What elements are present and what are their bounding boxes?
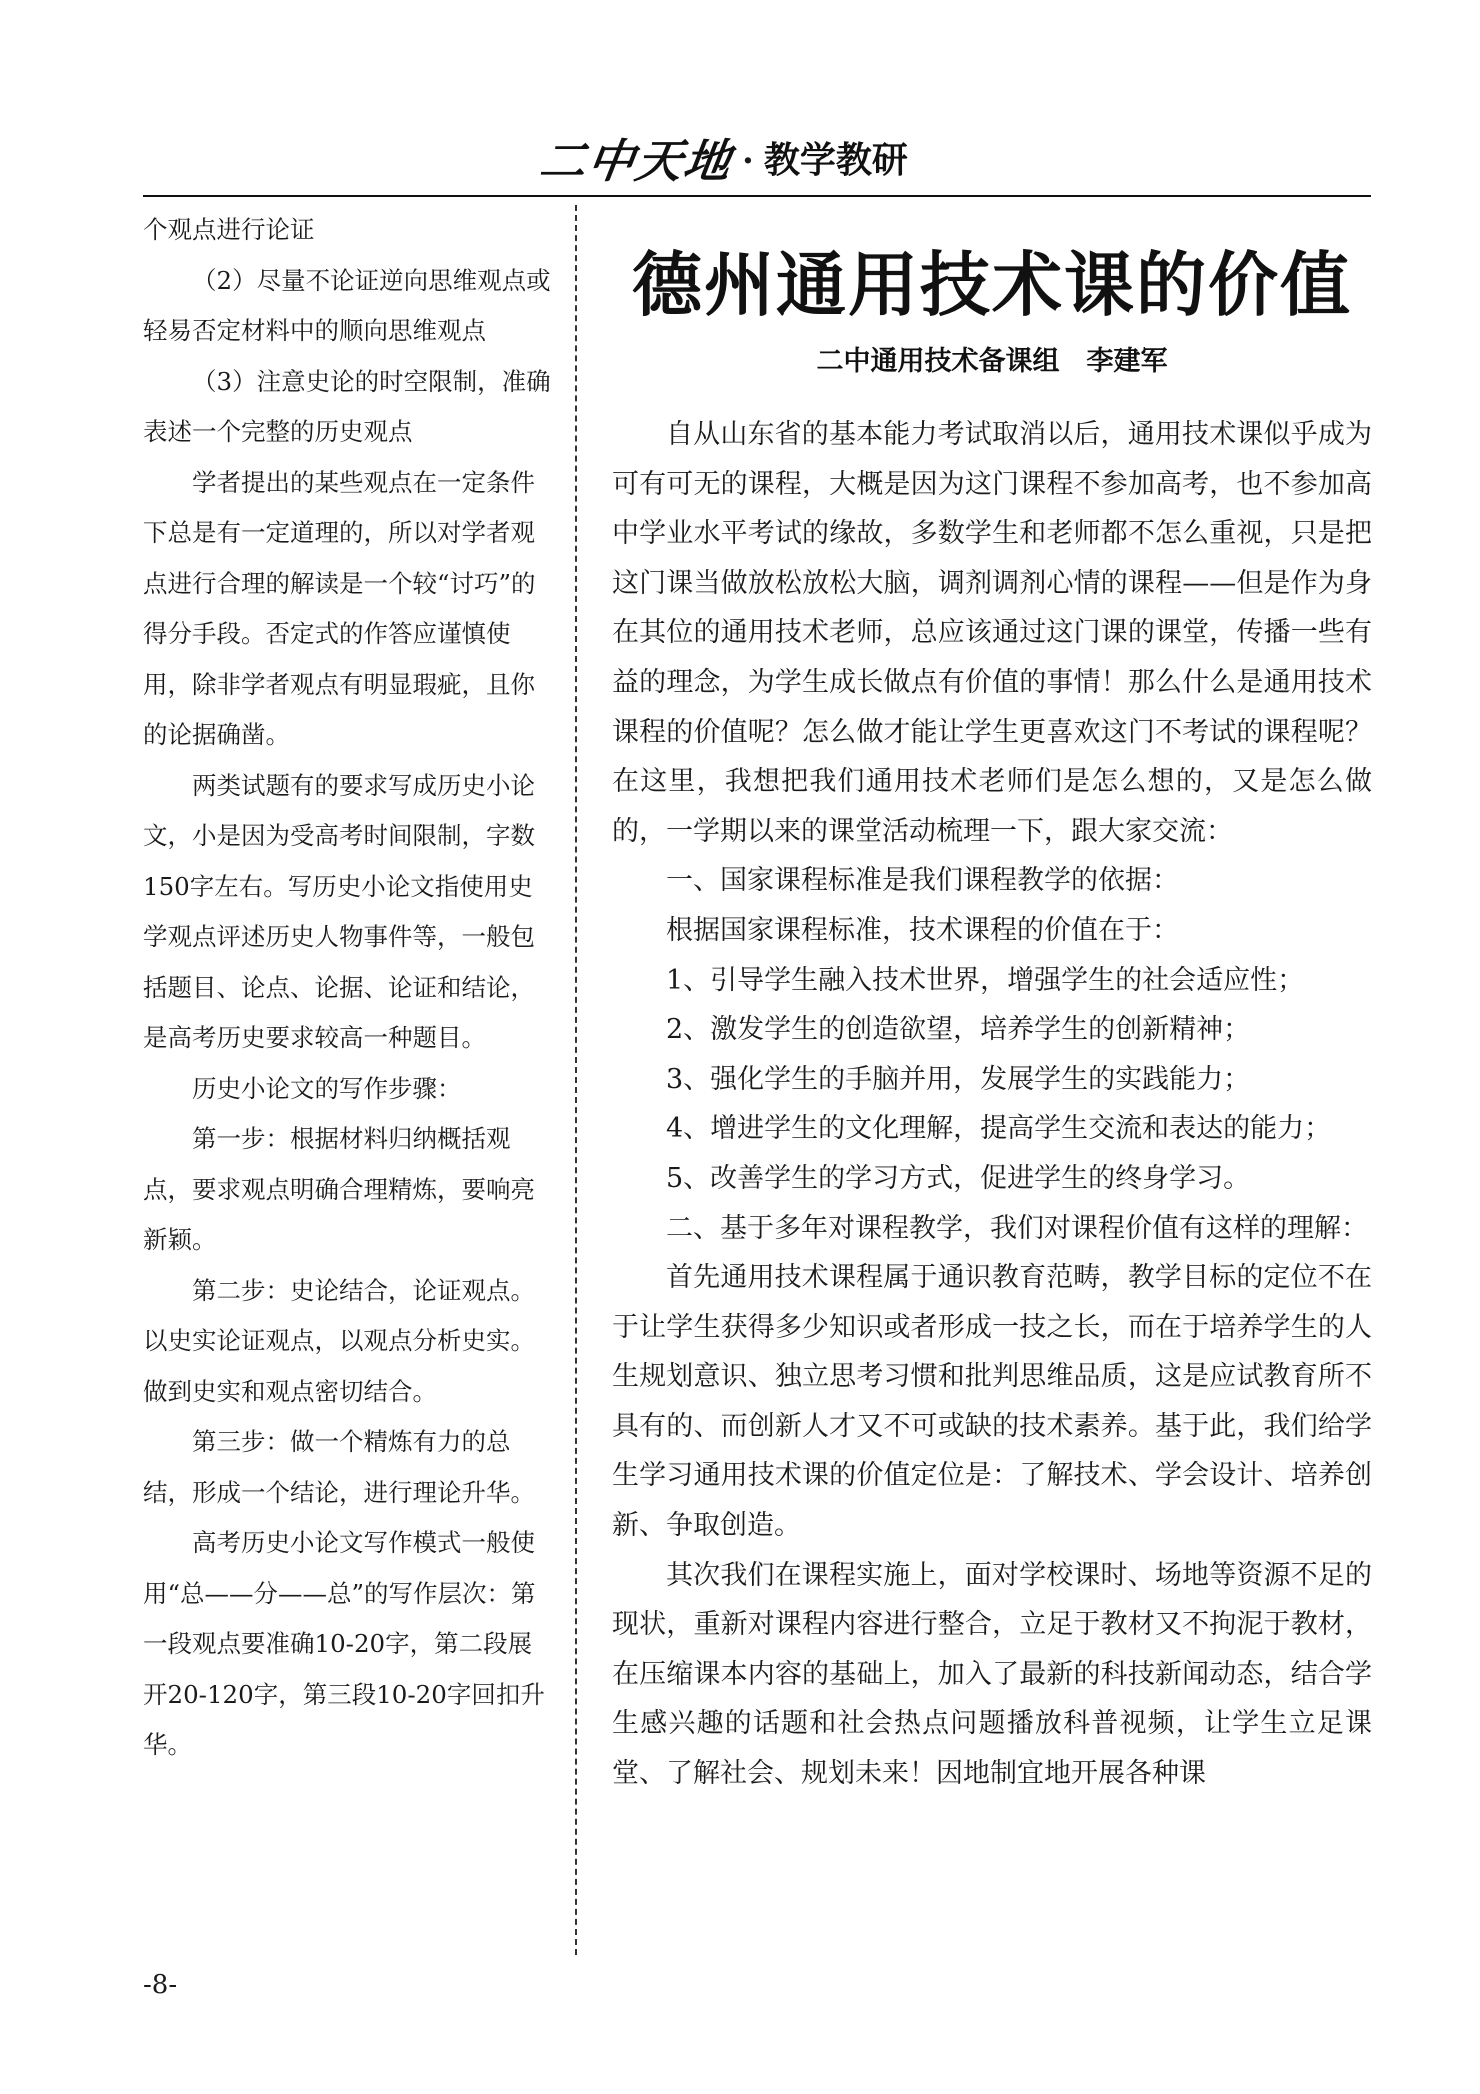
article-list-item: 4、增进学生的文化理解，提高学生交流和表达的能力； (666, 1113, 1332, 1145)
article-paragraph: 二、基于多年对课程教学，我们对课程价值有这样的理解： (666, 1212, 1368, 1244)
left-paragraph: （3）注意史论的时空限制，准确表述一个完整的历史观点 (143, 366, 551, 446)
page-header (536, 134, 908, 188)
article-list-item: 5、改善学生的学习方式，促进学生的终身学习。 (666, 1162, 1251, 1194)
left-paragraph: 个观点进行论证 (143, 215, 315, 244)
article-list-item: 1、引导学生融入技术世界，增强学生的社会适应性； (666, 964, 1305, 996)
left-paragraph: 高考历史小论文写作模式一般使用“总——分——总”的写作层次：第一段观点要准确10-20字，第二段展开20-120字，第三段10-20字回扣升华。 (143, 1528, 545, 1759)
article-paragraph: 其次我们在课程实施上，面对学校课时、场地等资源不足的现状，重新对课程内容进行整合，立足于教材又不拘泥于教材，在压缩课本内容的基础上，加入了最新的科技新闻动态，结合学生感兴趣的话题和社会热点问题播放科普视频，让学生立足课堂、了解社会、规划未来！因地制宜地开展各种课 (612, 1559, 1372, 1790)
left-paragraph: 第一步：根据材料归纳概括观点，要求观点明确合理精炼，要响亮新颖。 (143, 1124, 535, 1254)
article-paragraph: 首先通用技术课程属于通识教育范畴，教学目标的定位不在于让学生获得多少知识或者形成一技之长，而在于培养学生的人生规划意识、独立思考习惯和批判思维品质，这是应试教育所不具有的、而创新人才又不可或缺的技术素养。基于此，我们给学生学习通用技术课的价值定位是：了解技术、学会设计、培养创新、争取创造。 (612, 1262, 1372, 1542)
left-paragraph: 学者提出的某些观点在一定条件下总是有一定道理的，所以对学者观点进行合理的解读是一个较“讨巧”的得分手段。否定式的作答应谨慎使用，除非学者观点有明显瑕疵，且你的论据确凿。 (143, 467, 536, 749)
article-paragraph: 一、国家课程标准是我们课程教学的依据： (666, 865, 1179, 897)
left-column (143, 205, 551, 1771)
article-body (612, 410, 1372, 1799)
left-paragraph: 两类试题有的要求写成历史小论文，小是因为受高考时间限制，字数150字左右。写历史小论文指使用史学观点评述历史人物事件等，一般包括题目、论点、论据、论证和结论，是高考历史要求较高一种题目。 (143, 770, 535, 1052)
article-title: 德州通用技术课的价值 (632, 244, 1352, 326)
left-paragraph: （2）尽量不论证逆向思维观点或轻易否定材料中的顺向思维观点 (143, 265, 551, 345)
article-byline: 二中通用技术备课组 李建军 (816, 346, 1168, 377)
page-number: -8- (143, 1970, 178, 2000)
article-list-item: 3、强化学生的手脑并用，发展学生的实践能力； (666, 1063, 1251, 1095)
left-paragraph: 第三步：做一个精炼有力的总结，形成一个结论，进行理论升华。 (143, 1427, 535, 1507)
section-label: 教学教研 (763, 140, 908, 181)
column-divider (575, 205, 577, 1955)
article-paragraph: 根据国家课程标准，技术课程的价值在于： (666, 914, 1179, 946)
left-paragraph: 第二步：史论结合，论证观点。以史实论证观点，以观点分析史实。做到史实和观点密切结合。 (143, 1275, 535, 1406)
magazine-brand: 二中天地 (536, 134, 736, 188)
header-separator: · (742, 141, 754, 181)
article-paragraph: 自从山东省的基本能力考试取消以后，通用技术课似乎成为可有可无的课程，大概是因为这门课程不参加高考，也不参加高中学业水平考试的缘故，多数学生和老师都不怎么重视，只是把这门课当做放松放松大脑，调剂调剂心情的课程——但是作为身在其位的通用技术老师，总应该通过这门课的课堂，传播一些有益的理念，为学生成长做点有价值的事情！那么什么是通用技术课程的价值呢？怎么做才能让学生更喜欢这门不考试的课程呢？在这里，我想把我们通用技术老师们是怎么想的，又是怎么做的，一学期以来的课堂活动梳理一下，跟大家交流： (612, 419, 1372, 847)
left-paragraph: 历史小论文的写作步骤： (192, 1073, 462, 1103)
header-rule (143, 195, 1371, 197)
article-list-item: 2、激发学生的创造欲望，培养学生的创新精神； (666, 1014, 1251, 1046)
